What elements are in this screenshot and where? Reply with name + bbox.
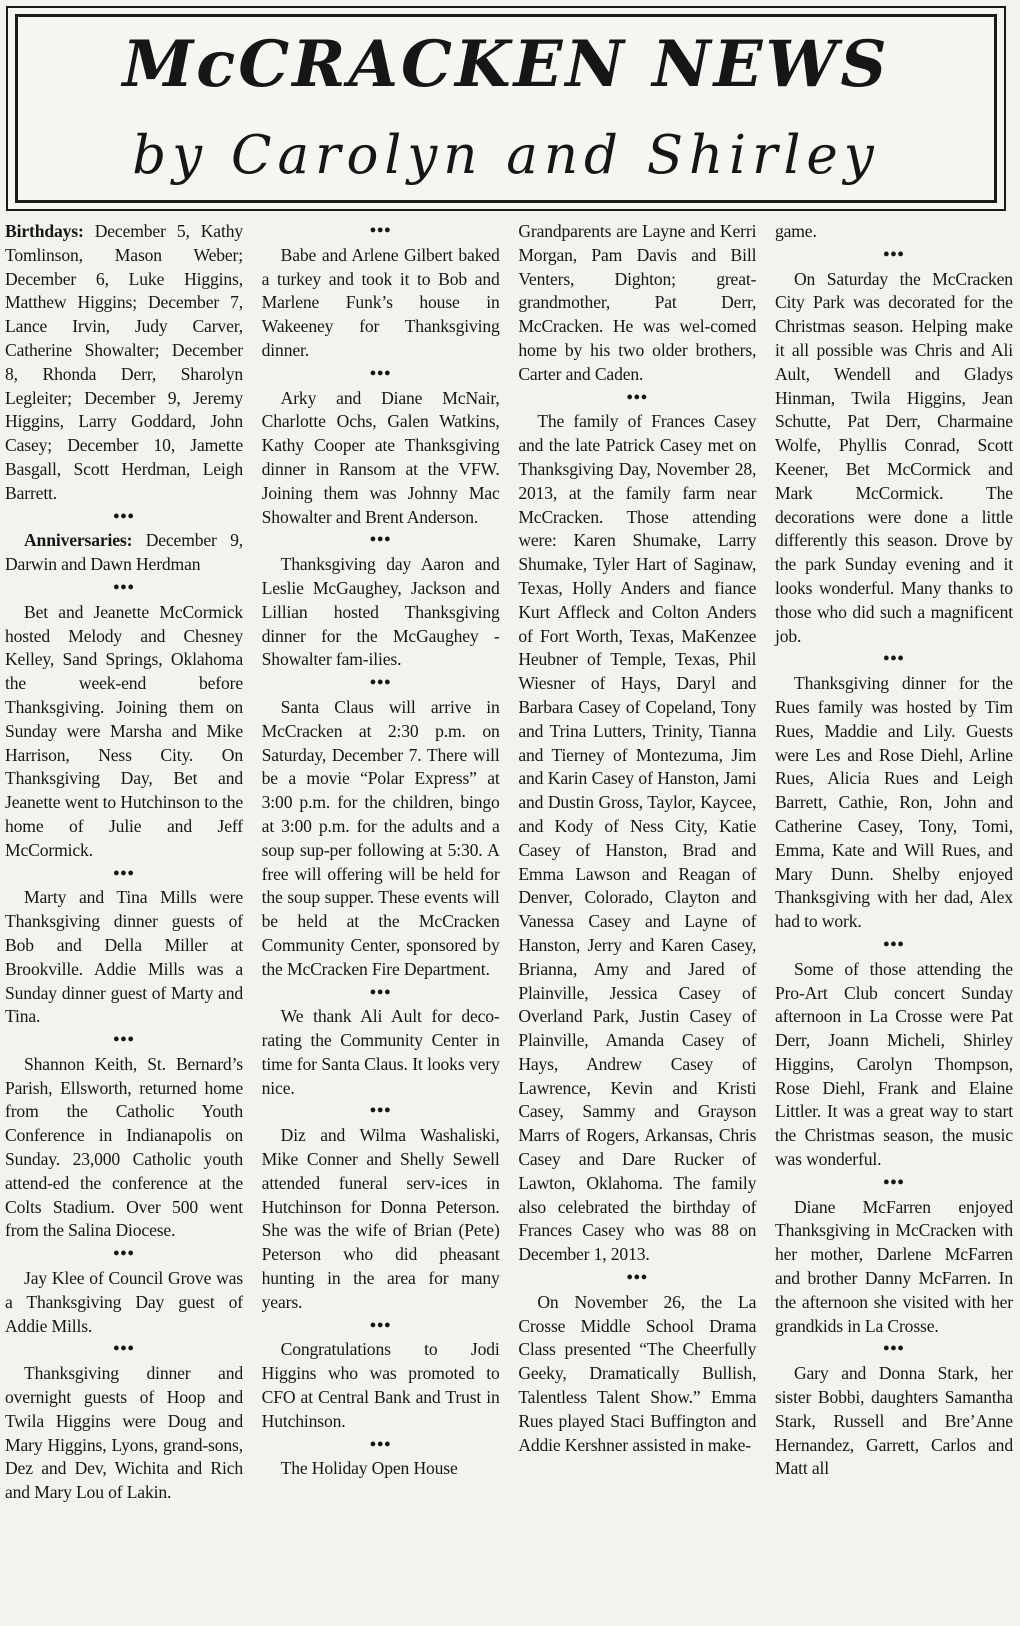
news-item: Thanksgiving dinner and overnight guests of Hoop and Twila Higgins were Doug and Mary Higgins, Lyons, grand-sons, Dez and Dev, Wichita and Rich and Mary Lou of Lakin. xyxy=(5,1363,243,1503)
masthead xyxy=(6,6,1006,211)
news-item: Diane McFarren enjoyed Thanksgiving in McCracken with her mother, Darlene McFarren and brother Danny McFarren. In the afternoon she visited with her grandkids in La Crosse. xyxy=(774,1196,1013,1336)
masthead-frame xyxy=(15,14,997,203)
item-text: December 9, Darwin and Dawn Herdman xyxy=(5,530,243,575)
separator: ••• xyxy=(883,1338,905,1359)
separator: ••• xyxy=(113,505,135,526)
news-item: Thanksgiving day Aaron and Leslie McGaughey, Jackson and Lillian hosted Thanksgiving dinner for the McGaughey - Showalter fam-ilies. xyxy=(261,554,500,670)
separator: ••• xyxy=(113,1029,135,1050)
news-item: Arky and Diane McNair, Charlotte Ochs, Galen Watkins, Kathy Cooper ate Thanksgiving dinner in Ransom at the VFW. Joining them was Johnny Mac Showalter and Brent Anderson. xyxy=(261,387,500,527)
news-item: On Saturday the McCracken City Park was decorated for the Christmas season. Helping make it all possible was Chris and Ali Ault, Wendell and Gladys Hinman, Twila Higgins, Jean Schutte, Pat Derr, Charmaine Wolfe, Phyllis Conrad, Scott Keener, Bet McCormick and Mark McCormick. The decorations were done a little differently this season. Drove by the park Sunday evening and it looks wonderful. Many thanks to those who did such a magnificent job. xyxy=(774,268,1013,646)
item-lead: Birthdays: xyxy=(5,221,84,241)
item-text: December 5, Kathy Tomlinson, Mason Weber; December 6, Luke Higgins, Matthew Higgins; December 7, Lance Irvin, Judy Carver, Catherine Showalter; December 8, Rhonda Derr, Sharolyn Legleiter; December 9, Jeremy Higgins, Larry Goddard, John Casey; December 10, Jamette Basgall, Scott Herdman, Leigh Barrett. xyxy=(5,221,243,503)
separator: ••• xyxy=(113,1243,135,1264)
separator: ••• xyxy=(883,933,905,954)
news-item-birthdays xyxy=(5,220,243,506)
news-item: Gary and Donna Stark, her sister Bobbi, daughters Samantha Stark, Russell and Bre’Anne Hernandez, Garrett, Carlos and Matt all xyxy=(774,1363,1013,1479)
separator: ••• xyxy=(626,1267,649,1288)
separator: ••• xyxy=(369,1433,392,1454)
column-4 xyxy=(775,220,1013,1626)
separator: ••• xyxy=(883,243,905,264)
separator: ••• xyxy=(369,1100,392,1121)
news-item: Babe and Arlene Gilbert baked a turkey and took it to Bob and Marlene Funk’s house in Wakeeney for Thanksgiving dinner. xyxy=(261,244,500,360)
news-item-continued: Grandparents are Layne and Kerri Morgan, Pam Davis and Bill Venters, Dighton; great-grandmother, Pat Derr, McCracken. He was wel-comed home by his two older brothers, Carter and Caden. xyxy=(518,221,757,384)
separator: ••• xyxy=(369,529,392,550)
column-3 xyxy=(518,220,756,1626)
news-item: Diz and Wilma Washaliski, Mike Conner and Shelly Sewell attended funeral serv-ices in Hutchinson for Donna Peterson. She was the wife of Brian (Pete) Peterson who did pheasant hunting in the area for many years. xyxy=(261,1125,500,1312)
news-item: The family of Frances Casey and the late Patrick Casey met on Thanksgiving Day, November 28, 2013, at the family farm near McCracken. Those attending were: Karen Shumake, Larry Shumake, Tyler Hart of Saginaw, Texas, Holly Anders and fiance Kurt Affleck and Colton Anders of Fort Worth, Texas, MaKenzee Heubner of Temple, Texas, Phil Wiesner of Hays, Daryl and Barbara Casey of Copeland, Tony and Trina Lutters, Trinity, Tianna and Tierney of Montezuma, Jim and Karin Casey of Hanston, Jami and Dustin Gross, Taylor, Kaycee, and Kody of Ness City, Katie Casey of Hanston, Brad and Emma Lawson and Reagan of Denver, Colorado, Clayton and Vanessa Casey and Layne of Hanston, Jerry and Karen Casey, Brianna, Amy and Jared of Plainville, Jessica Casey of Overland Park, Justin Casey of Plainville, Amanda Casey of Hays, Andrew Casey of Lawrence, Kevin and Kristi Casey, Sammy and Grayson Marrs of Rogers, Arkansas, Chris Casey and Dare Rucker of Lawton, Oklahoma. The family also celebrated the birthday of Frances Casey who was 88 on December 1, 2013. xyxy=(518,411,757,1265)
byline: by Carolyn and Shirley xyxy=(132,125,880,186)
item-lead: Anniversaries: xyxy=(24,530,133,551)
page-title: McCRACKEN NEWS xyxy=(122,27,890,102)
article-columns xyxy=(5,220,1013,1626)
news-item: Some of those attending the Pro-Art Club concert Sunday afternoon in La Crosse were Pat Derr, Joann Micheli, Shirley Higgins, Carolyn Thompson, Rose Diehl, Frank and Elaine Littler. It was a great way to start the Christmas season, the music was wonderful. xyxy=(774,958,1013,1170)
news-item-continued: game. xyxy=(774,221,817,241)
separator: ••• xyxy=(626,386,649,407)
news-item: The Holiday Open House xyxy=(280,1458,458,1479)
news-item: Shannon Keith, St. Bernard’s Parish, Ellsworth, returned home from the Catholic Youth Conference in Indianapolis on Sunday. 23,000 Catholic youth attend-ed the conference at the Colts Stadium. Over 500 went from the Salina Diocese. xyxy=(5,1053,243,1241)
separator: ••• xyxy=(369,981,392,1002)
news-item: On November 26, the La Crosse Middle School Drama Class presented “The Cheerfully Geeky, Dramatically Bullish, Talentless Talent Show.” Emma Rues played Staci Buffington and Addie Kershner assisted in make- xyxy=(518,1291,757,1455)
news-item: Jay Klee of Council Grove was a Thanksgiving Day guest of Addie Mills. xyxy=(5,1268,243,1336)
news-item: Santa Claus will arrive in McCracken at 2:30 p.m. on Saturday, December 7. There will be a movie “Polar Express” at 3:00 p.m. for the children, bingo at 3:00 p.m. for the adults and a soup sup-per following at 5:30. A free will offering will be held for the soup supper. These events will be held at the McCracken Community Center, sponsored by the McCracken Fire Department. xyxy=(261,696,500,979)
news-item: Marty and Tina Mills were Thanksgiving dinner guests of Bob and Della Miller at Brookville. Addie Mills was a Sunday dinner guest of Marty and Tina. xyxy=(5,887,243,1027)
news-item: Congratulations to Jodi Higgins who was promoted to CFO at Central Bank and Trust in Hutchinson. xyxy=(261,1339,500,1431)
news-item: Bet and Jeanette McCormick hosted Melody and Chesney Kelley, Sand Springs, Oklahoma the week-end before Thanksgiving. Joining them on Sunday were Marsha and Mike Harrison, Ness City. On Thanksgiving Day, Bet and Jeanette went to Hutchinson to the home of Julie and Jeff McCormick. xyxy=(5,601,243,860)
news-item-anniversaries xyxy=(5,529,243,577)
news-item: We thank Ali Ault for deco-rating the Community Center in time for Santa Claus. It looks very nice. xyxy=(261,1006,500,1098)
separator: ••• xyxy=(113,862,135,883)
separator: ••• xyxy=(883,648,905,669)
separator: ••• xyxy=(369,672,392,693)
separator: ••• xyxy=(113,1338,135,1359)
separator: ••• xyxy=(369,362,392,383)
separator: ••• xyxy=(883,1171,905,1192)
column-1 xyxy=(5,220,243,1626)
news-item: Thanksgiving dinner for the Rues family was hosted by Tim Rues, Maddie and Lily. Guests were Les and Rose Diehl, Arline Rues, Alicia Rues and Leigh Barrett, Cathie, Ron, John and Catherine Casey, Tony, Tomi, Emma, Kate and Will Rues, and Mary Dunn. Shelby enjoyed Thanksgiving with her dad, Alex had to work. xyxy=(774,673,1013,932)
separator: ••• xyxy=(369,1314,392,1335)
separator: ••• xyxy=(369,220,392,240)
separator: ••• xyxy=(113,576,135,597)
column-2 xyxy=(262,220,500,1626)
